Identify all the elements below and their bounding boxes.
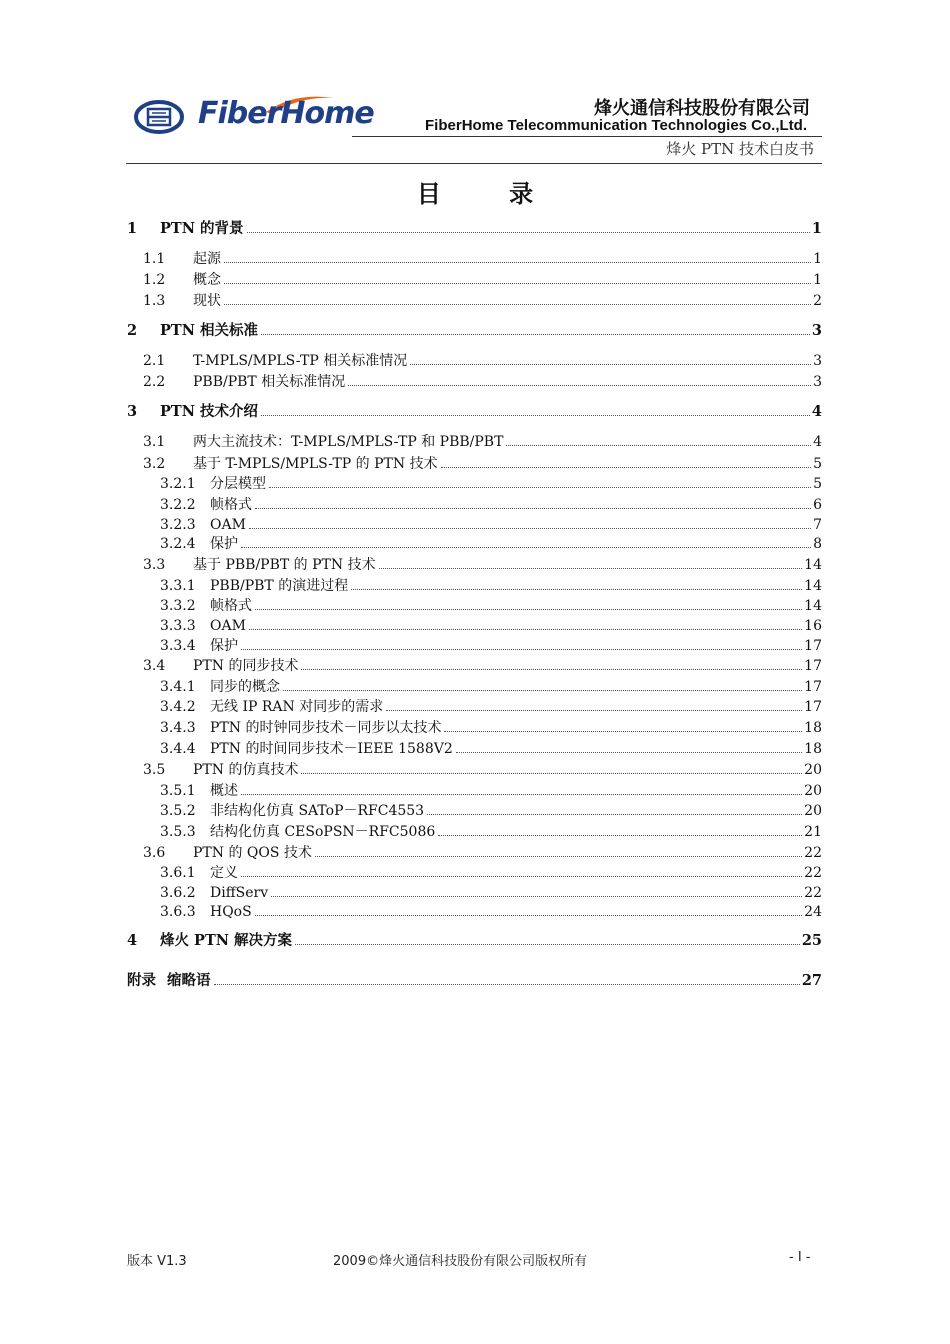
toc-entry[interactable] xyxy=(160,577,822,595)
toc-entry-page: 27 xyxy=(801,972,822,989)
company-name-cn: 烽火通信科技股份有限公司 xyxy=(594,98,810,119)
toc-dot-leader xyxy=(255,507,811,509)
toc-entry-label: 帧格式 xyxy=(210,497,252,513)
toc-entry[interactable] xyxy=(160,496,822,514)
toc-entry-number: 2.2 xyxy=(143,374,166,390)
toc-entry-label: 两大主流技术：T-MPLS/MPLS-TP 和 PBB/PBT xyxy=(193,434,504,450)
toc-entry-number: 3.5.3 xyxy=(160,824,196,840)
toc-dot-leader xyxy=(261,333,810,335)
toc-entry-number: 3.6.2 xyxy=(160,885,196,901)
toc-entry-page: 20 xyxy=(804,762,822,778)
toc-entry-page: 22 xyxy=(804,865,822,881)
toc-entry-label: PTN 的同步技术 xyxy=(193,658,299,674)
toc-entry-label: PTN 技术介绍 xyxy=(160,403,258,420)
toc-entry-page: 1 xyxy=(813,272,822,288)
company-name-en: FiberHome Telecommunication Technologies Co.,Ltd. xyxy=(425,117,807,134)
toc-dot-leader xyxy=(410,363,811,365)
toc-entry-page: 2 xyxy=(813,293,822,309)
toc-entry-page: 17 xyxy=(804,638,822,654)
toc-entry[interactable] xyxy=(160,719,822,737)
logo-wordmark: FiberHome xyxy=(198,96,374,131)
toc-entry[interactable] xyxy=(143,844,822,862)
toc-entry[interactable] xyxy=(143,250,822,268)
toc-entry-label: PTN 的时钟同步技术－同步以太技术 xyxy=(210,720,442,736)
toc-entry[interactable] xyxy=(160,516,822,534)
toc-entry[interactable] xyxy=(143,292,822,310)
toc-entry-page: 5 xyxy=(813,456,822,472)
toc-dot-leader xyxy=(283,689,802,691)
toc-entry[interactable] xyxy=(160,617,822,635)
toc-dot-leader xyxy=(301,668,802,670)
toc-dot-leader xyxy=(444,730,802,732)
toc-entry-label: OAM xyxy=(210,517,246,533)
toc-entry-number: 3.4.2 xyxy=(160,699,196,715)
company-logo xyxy=(134,92,374,146)
toc-entry-number: 1 xyxy=(127,220,138,237)
toc-dot-leader xyxy=(249,628,802,630)
toc-dot-leader xyxy=(269,486,811,488)
toc-entry[interactable] xyxy=(127,220,822,238)
toc-entry-label: 基于 T-MPLS/MPLS-TP 的 PTN 技术 xyxy=(193,456,438,472)
toc-dot-leader xyxy=(224,282,811,284)
toc-entry[interactable] xyxy=(160,475,822,493)
toc-entry[interactable] xyxy=(127,403,822,421)
toc-entry-label: PTN 的时间同步技术－IEEE 1588V2 xyxy=(210,741,453,757)
toc-entry-label: HQoS xyxy=(210,904,252,920)
toc-entry-page: 5 xyxy=(813,476,822,492)
toc-entry-page: 22 xyxy=(804,845,822,861)
toc-entry-label: PBB/PBT 相关标准情况 xyxy=(193,374,346,390)
toc-entry-number: 3.3.1 xyxy=(160,578,196,594)
toc-entry-page: 16 xyxy=(804,618,822,634)
toc-entry-label: 概念 xyxy=(193,272,221,288)
toc-entry-label: 无线 IP RAN 对同步的需求 xyxy=(210,699,384,715)
toc-entry-page: 1 xyxy=(811,220,822,237)
toc-entry[interactable] xyxy=(143,352,822,370)
toc-entry-page: 18 xyxy=(804,741,822,757)
toc-entry-label: 概述 xyxy=(210,783,238,799)
toc-entry-label: PTN 的 QOS 技术 xyxy=(193,845,312,861)
toc-entry[interactable] xyxy=(160,637,822,655)
toc-entry-page: 4 xyxy=(813,434,822,450)
toc-entry-number: 3.4 xyxy=(143,658,166,674)
toc-dot-leader xyxy=(241,875,802,877)
toc-dot-leader xyxy=(255,608,802,610)
toc-entry-label: 缩略语 xyxy=(167,972,211,989)
toc-entry-page: 8 xyxy=(813,536,822,552)
toc-entry[interactable] xyxy=(160,802,822,820)
toc-entry-label: OAM xyxy=(210,618,246,634)
toc-entry-page: 3 xyxy=(813,353,822,369)
toc-dot-leader xyxy=(241,793,802,795)
toc-dot-leader xyxy=(456,751,802,753)
footer-version: 版本 V1.3 xyxy=(127,1254,187,1269)
toc-entry-number: 3.6.3 xyxy=(160,904,196,920)
toc-dot-leader xyxy=(224,303,811,305)
fiberhome-logo-icon xyxy=(134,100,184,134)
toc-entry-number: 3.1 xyxy=(143,434,166,450)
toc-entry-label: PTN 的仿真技术 xyxy=(193,762,299,778)
toc-entry[interactable] xyxy=(143,761,822,779)
toc-entry[interactable] xyxy=(127,322,822,340)
toc-entry-label: T-MPLS/MPLS-TP 相关标准情况 xyxy=(193,353,408,369)
toc-entry-label: 非结构化仿真 SAToP－RFC4553 xyxy=(210,803,425,819)
toc-entry[interactable] xyxy=(160,535,822,553)
toc-entry-label: 基于 PBB/PBT 的 PTN 技术 xyxy=(193,557,376,573)
toc-entry-page: 1 xyxy=(813,251,822,267)
toc-entry-page: 3 xyxy=(811,322,822,339)
toc-entry[interactable] xyxy=(160,597,822,615)
toc-entry-page: 17 xyxy=(804,658,822,674)
toc-entry[interactable] xyxy=(160,678,822,696)
toc-entry-page: 4 xyxy=(811,403,822,420)
toc-dot-leader xyxy=(351,588,802,590)
toc-entry-page: 14 xyxy=(804,557,822,573)
toc-entry-number: 3.6 xyxy=(143,845,166,861)
toc-entry-number: 3.5 xyxy=(143,762,166,778)
toc-entry-page: 17 xyxy=(804,679,822,695)
header-divider-full xyxy=(126,163,822,164)
toc-entry-page: 6 xyxy=(813,497,822,513)
toc-entry-number: 4 xyxy=(127,932,138,949)
toc-entry[interactable] xyxy=(143,271,822,289)
toc-dot-leader xyxy=(295,943,800,945)
toc-entry-label: 定义 xyxy=(210,865,238,881)
toc-entry-page: 14 xyxy=(804,578,822,594)
toc-entry-number: 2.1 xyxy=(143,353,166,369)
header-divider xyxy=(352,136,822,137)
toc-entry-number: 3.5.1 xyxy=(160,783,196,799)
toc-entry-label: PTN 相关标准 xyxy=(160,322,258,339)
toc-entry-label: 帧格式 xyxy=(210,598,252,614)
toc-entry-number: 3.2.1 xyxy=(160,476,196,492)
toc-dot-leader xyxy=(241,546,811,548)
toc-dot-leader xyxy=(379,567,803,569)
toc-entry-number: 3.3.3 xyxy=(160,618,196,634)
toc-entry-label: 烽火 PTN 解决方案 xyxy=(160,932,293,949)
toc-entry-label: PBB/PBT 的演进过程 xyxy=(210,578,349,594)
toc-entry-page: 25 xyxy=(801,932,822,949)
toc-entry[interactable] xyxy=(127,932,822,950)
toc-dot-leader xyxy=(247,231,810,233)
toc-entry-number: 3.2.4 xyxy=(160,536,196,552)
toc-entry[interactable] xyxy=(127,972,822,990)
toc-entry-number: 3.2.3 xyxy=(160,517,196,533)
toc-dot-leader xyxy=(271,895,802,897)
toc-entry-number: 3.3.4 xyxy=(160,638,196,654)
toc-entry-label: 保护 xyxy=(210,536,238,552)
toc-dot-leader xyxy=(261,414,810,416)
toc-entry-number: 3.4.4 xyxy=(160,741,196,757)
toc-entry-page: 18 xyxy=(804,720,822,736)
toc-dot-leader xyxy=(249,527,811,529)
toc-entry-number: 1.1 xyxy=(143,251,166,267)
toc-entry-label: 保护 xyxy=(210,638,238,654)
toc-dot-leader xyxy=(348,384,811,386)
toc-entry-label: 同步的概念 xyxy=(210,679,280,695)
toc-entry-page: 3 xyxy=(813,374,822,390)
toc-entry[interactable] xyxy=(160,740,822,758)
toc-entry-page: 14 xyxy=(804,598,822,614)
toc-entry-page: 24 xyxy=(804,904,822,920)
toc-entry[interactable] xyxy=(160,903,822,921)
toc-entry[interactable] xyxy=(160,823,822,841)
toc-dot-leader xyxy=(315,855,802,857)
toc-entry[interactable] xyxy=(143,433,822,451)
toc-entry-number: 3.3 xyxy=(143,557,166,573)
document-subtitle: 烽火 PTN 技术白皮书 xyxy=(666,140,814,158)
toc-entry[interactable] xyxy=(143,373,822,391)
toc-entry-label: DiffServ xyxy=(210,885,269,901)
toc-entry-page: 21 xyxy=(804,824,822,840)
toc-dot-leader xyxy=(438,834,802,836)
toc-entry[interactable] xyxy=(143,556,822,574)
toc-entry-page: 20 xyxy=(804,803,822,819)
toc-entry-number: 1.3 xyxy=(143,293,166,309)
toc-dot-leader xyxy=(386,709,802,711)
toc-entry-number: 3.2 xyxy=(143,456,166,472)
toc-entry-number: 3.2.2 xyxy=(160,497,196,513)
toc-entry[interactable] xyxy=(143,455,822,473)
toc-entry-number: 3.5.2 xyxy=(160,803,196,819)
toc-entry[interactable] xyxy=(160,864,822,882)
toc-dot-leader xyxy=(224,261,811,263)
toc-entry[interactable] xyxy=(143,657,822,675)
toc-entry[interactable] xyxy=(160,884,822,902)
toc-dot-leader xyxy=(241,648,802,650)
toc-entry-label: 分层模型 xyxy=(210,476,266,492)
toc-entry-label: 起源 xyxy=(193,251,221,267)
toc-entry-page: 20 xyxy=(804,783,822,799)
toc-entry-label: 结构化仿真 CESoPSN－RFC5086 xyxy=(210,824,436,840)
toc-dot-leader xyxy=(255,914,802,916)
footer-page-number: - I - xyxy=(789,1250,811,1265)
toc-dot-leader xyxy=(441,466,812,468)
toc-entry-number: 1.2 xyxy=(143,272,166,288)
toc-entry[interactable] xyxy=(160,782,822,800)
toc-dot-leader xyxy=(427,813,802,815)
toc-entry-number: 2 xyxy=(127,322,138,339)
toc-dot-leader xyxy=(301,772,802,774)
toc-entry[interactable] xyxy=(160,698,822,716)
footer-copyright: 2009©烽火通信科技股份有限公司版权所有 xyxy=(333,1254,588,1269)
toc-dot-leader xyxy=(506,444,811,446)
toc-entry-number: 3.3.2 xyxy=(160,598,196,614)
toc-entry-number: 附录 xyxy=(127,972,156,989)
toc-entry-label: 现状 xyxy=(193,293,221,309)
toc-entry-number: 3 xyxy=(127,403,138,420)
toc-entry-number: 3.6.1 xyxy=(160,865,196,881)
toc-dot-leader xyxy=(214,983,800,985)
toc-entry-page: 17 xyxy=(804,699,822,715)
toc-entry-label: PTN 的背景 xyxy=(160,220,244,237)
toc-entry-number: 3.4.1 xyxy=(160,679,196,695)
toc-title: 目 录 xyxy=(416,180,564,208)
toc-entry-number: 3.4.3 xyxy=(160,720,196,736)
toc-entry-page: 22 xyxy=(804,885,822,901)
toc-entry-page: 7 xyxy=(813,517,822,533)
